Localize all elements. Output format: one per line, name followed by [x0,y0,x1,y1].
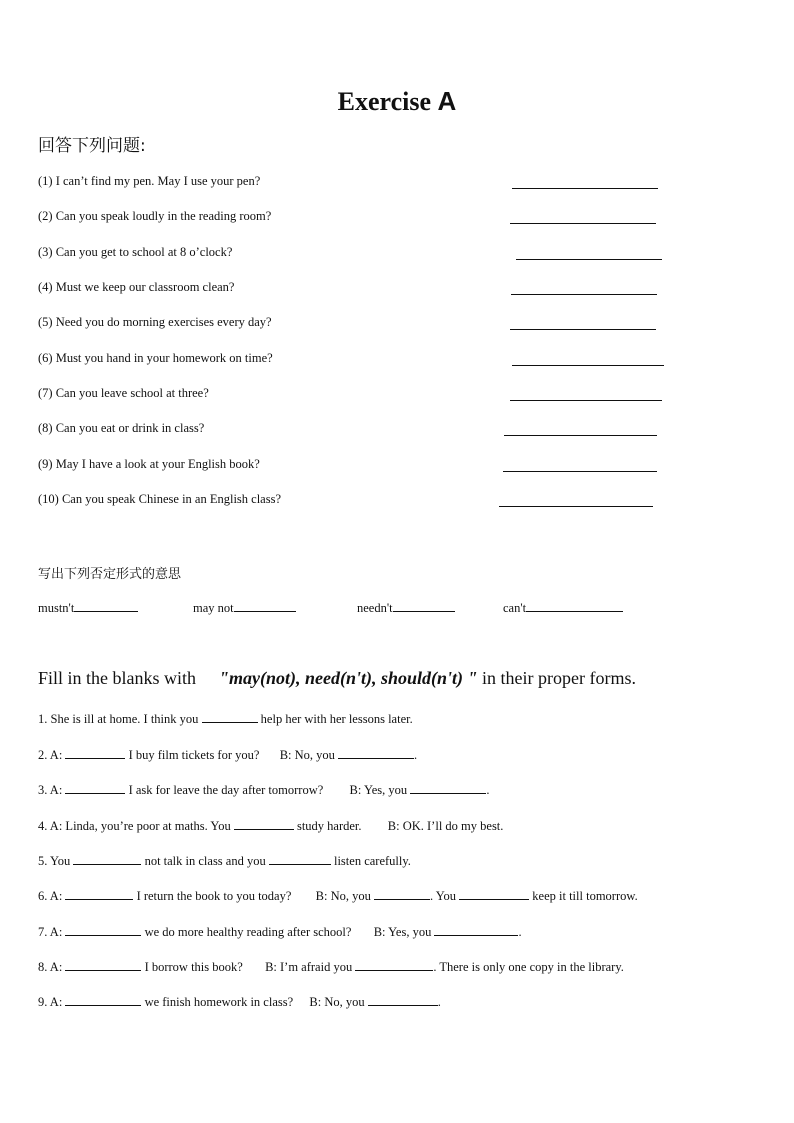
question-row [38,386,738,406]
sentence-text: help her with her lessons later. [260,712,413,726]
question-text: (3) Can you get to school at 8 o’clock? [38,245,233,259]
answer-blank[interactable] [355,958,433,971]
question-row [38,421,738,441]
heading-post: in their proper forms. [482,668,636,688]
negative-word: may not [193,601,234,615]
answer-blank[interactable] [65,781,125,794]
answer-blank[interactable] [368,993,438,1006]
sentence-text: 1. She is ill at home. I think you [38,712,199,726]
heading-quoted: "may(not), need(n't), should(n't) " [219,668,478,688]
answer-blank[interactable] [65,958,141,971]
question-text: (2) Can you speak loudly in the reading room? [38,209,272,223]
sentence-row [38,923,758,940]
answer-blank[interactable] [65,993,141,1006]
answer-line[interactable] [510,223,656,224]
sentence-text: . [518,925,522,939]
negative-word: needn't [357,601,393,615]
question-row [38,457,738,477]
negative-item [503,598,623,616]
sentence-text: keep it till tomorrow. [532,889,638,903]
question-row [38,280,738,300]
answer-blank[interactable] [393,598,455,612]
question-text: (8) Can you eat or drink in class? [38,421,205,435]
sentence-text: 7. A: [38,925,63,939]
sentence-text: . There is only one copy in the library. [433,960,624,974]
question-text: (10) Can you speak Chinese in an English class? [38,492,282,506]
answer-line[interactable] [499,506,653,507]
sentence-text: B: No, you [279,748,335,762]
answer-blank[interactable] [374,887,430,900]
answer-blank[interactable] [65,887,133,900]
negative-word: mustn't [38,601,75,615]
question-text: (5) Need you do morning exercises every day? [38,315,272,329]
answer-blank[interactable] [234,817,294,830]
sentence-text: 5. You [38,854,71,868]
negative-item [193,598,296,616]
question-text: (9) May I have a look at your English book? [38,457,260,471]
answer-blank[interactable] [338,746,414,759]
answer-blank[interactable] [65,923,141,936]
sentence-text: B: I’m afraid you [265,960,353,974]
sentence-text: 8. A: [38,960,63,974]
sentence-text: . [437,995,441,1009]
sentence-row [38,710,758,727]
sentence-text: I return the book to you today? [136,889,292,903]
answer-line[interactable] [503,471,657,472]
title-letter: A [437,86,457,116]
sentence-row [38,887,758,904]
answer-blank[interactable] [202,710,258,723]
answer-line[interactable] [512,365,664,366]
page-title [0,86,794,117]
sentence-text: not talk in class and you [144,854,266,868]
question-text: (7) Can you leave school at three? [38,386,209,400]
sentence-text: B: Yes, you [373,925,432,939]
sentence-row [38,993,758,1010]
answer-blank[interactable] [410,781,486,794]
answer-blank[interactable] [269,852,331,865]
section2-heading: 写出下列否定形式的意思 [38,567,182,582]
sentence-text: 9. A: [38,995,63,1009]
sentence-text: B: No, you [309,995,365,1009]
section1-heading: 回答下列问题: [38,136,146,156]
sentence-text: B: OK. I’ll do my best. [387,819,504,833]
question-row [38,174,738,194]
sentence-row [38,746,758,763]
answer-blank[interactable] [459,887,529,900]
answer-line[interactable] [516,259,662,260]
sentence-text: we do more healthy reading after school? [144,925,352,939]
question-row [38,315,738,335]
answer-line[interactable] [510,400,662,401]
sentence-text: listen carefully. [333,854,411,868]
sentence-text: 2. A: [38,748,63,762]
sentence-text: study harder. [296,819,362,833]
sentence-row [38,852,758,869]
answer-line[interactable] [510,329,656,330]
answer-line[interactable] [504,435,657,436]
sentence-text: . You [429,889,457,903]
heading-pre: Fill in the blanks with [38,668,197,688]
answer-line[interactable] [511,294,657,295]
question-text: (1) I can’t find my pen. May I use your pen? [38,174,261,188]
negative-item [38,598,138,616]
question-text: (4) Must we keep our classroom clean? [38,280,235,294]
sentence-text: I borrow this book? [144,960,243,974]
answer-blank[interactable] [434,923,518,936]
sentence-text: we finish homework in class? [144,995,294,1009]
question-row [38,492,738,512]
sentence-text: I buy film tickets for you? [128,748,260,762]
answer-blank[interactable] [234,598,296,612]
question-text: (6) Must you hand in your homework on time? [38,351,273,365]
negative-item [357,598,455,616]
sentence-text: 4. A: Linda, you’re poor at maths. You [38,819,231,833]
sentence-text: . [486,783,490,797]
question-row [38,351,738,371]
sentence-row [38,817,758,834]
sentence-text: . [414,748,418,762]
section3-heading [38,668,636,689]
sentence-text: 6. A: [38,889,63,903]
title-main: Exercise [337,87,432,116]
answer-blank[interactable] [73,852,141,865]
sentence-row [38,958,758,975]
sentence-text: B: No, you [315,889,371,903]
answer-blank[interactable] [74,598,138,612]
sentence-text: 3. A: [38,783,63,797]
sentence-text: I ask for leave the day after tomorrow? [128,783,324,797]
negative-forms-row [38,598,738,618]
answer-line[interactable] [512,188,658,189]
answer-blank[interactable] [526,598,623,612]
sentence-row [38,781,758,798]
question-row [38,209,738,229]
question-row [38,245,738,265]
sentence-text: B: Yes, you [349,783,408,797]
answer-blank[interactable] [65,746,125,759]
negative-word: can't [503,601,527,615]
